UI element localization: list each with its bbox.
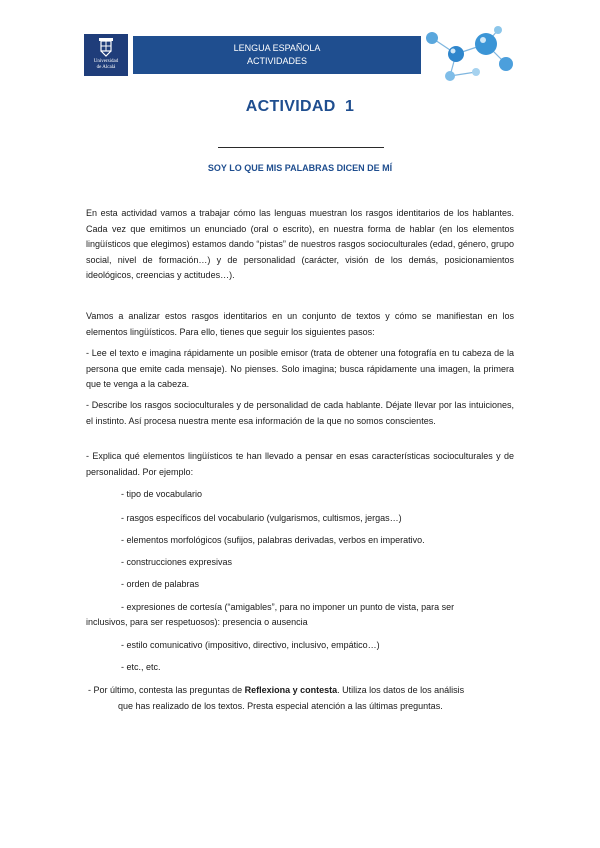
final-step-text: - Por último, contesta las preguntas de	[88, 685, 245, 695]
step-3: - Explica qué elementos lingüísticos te han llevado a pensar en esas características socioculturales y de personalidad. Por ejemplo:	[86, 451, 514, 477]
example-item: - elementos morfológicos (sufijos, palabras derivadas, verbos en imperativo.	[121, 535, 425, 545]
activity-subtitle: SOY LO QUE MIS PALABRAS DICEN DE MÍ	[207, 163, 393, 173]
section-reference: Reflexiona y contesta	[244, 685, 338, 695]
example-item: - rasgos específicos del vocabulario (vulgarismos, cultismos, jergas…)	[121, 513, 402, 523]
crest-icon	[96, 36, 116, 58]
example-item: - orden de palabras	[121, 579, 200, 589]
title-divider	[218, 147, 384, 148]
intro-paragraph: En esta actividad vamos a trabajar cómo las lenguas muestran los rasgos identitarios de los hablantes. Cada vez que emitimos un enunciado (oral o escrito), en nuestra forma de hablar (en los elementos lingüísticos que elegimos) estamos dando “pistas” de nuestros rasgos socioculturales (edad, género, grupo social, nivel de formación…) y de personalidad (carácter, visión de los demás, posicionamientos ideológicos, creencias y actitudes…).	[86, 208, 514, 280]
instructions-paragraph: Vamos a analizar estos rasgos identitarios en un conjunto de textos y cómo se manifiestan en los elementos lingüísticos. Para ello, tienes que seguir los siguientes pasos:	[86, 311, 514, 337]
final-step-text: . Utiliza los datos de los análisis	[337, 685, 465, 695]
example-item-continued: inclusivos, para ser respetuosos): presencia o ausencia	[86, 617, 308, 627]
example-item: - estilo comunicativo (impositivo, directivo, inclusivo, empático…)	[121, 640, 380, 650]
step-2: - Describe los rasgos socioculturales y de personalidad de cada hablante. Déjate llevar por las intuiciones, el instinto. Así procesa nuestra mente esa información de la que no somos conscientes.	[86, 400, 514, 426]
course-name: LENGUA ESPAÑOLA	[233, 43, 321, 53]
final-step-line2: que has realizado de los textos. Presta especial atención a las últimas preguntas.	[118, 700, 443, 711]
example-item: - construcciones expresivas	[121, 557, 233, 567]
example-item	[121, 600, 514, 616]
example-item: - tipo de vocabulario	[121, 489, 203, 499]
page-title: ACTIVIDAD 1	[245, 98, 355, 115]
molecule-image	[420, 24, 516, 86]
final-step	[88, 683, 514, 714]
section-name: ACTIVIDADES	[246, 56, 307, 66]
university-logo	[84, 34, 128, 76]
example-item-line: - expresiones de cortesía (“amigables”, para no imponer un punto de vista, para ser	[121, 602, 455, 612]
header-banner	[133, 36, 421, 74]
step-1: - Lee el texto e imagina rápidamente un posible emisor (trata de obtener una fotografía en tu cabeza de la persona que emite cada mensaje). No pienses. Solo imagina; busca rápidamente una imagen, la primera que te venga a la cabeza.	[86, 348, 514, 389]
logo-text: Universidad de Alcalá	[93, 59, 119, 70]
example-item: - etc., etc.	[121, 662, 161, 672]
